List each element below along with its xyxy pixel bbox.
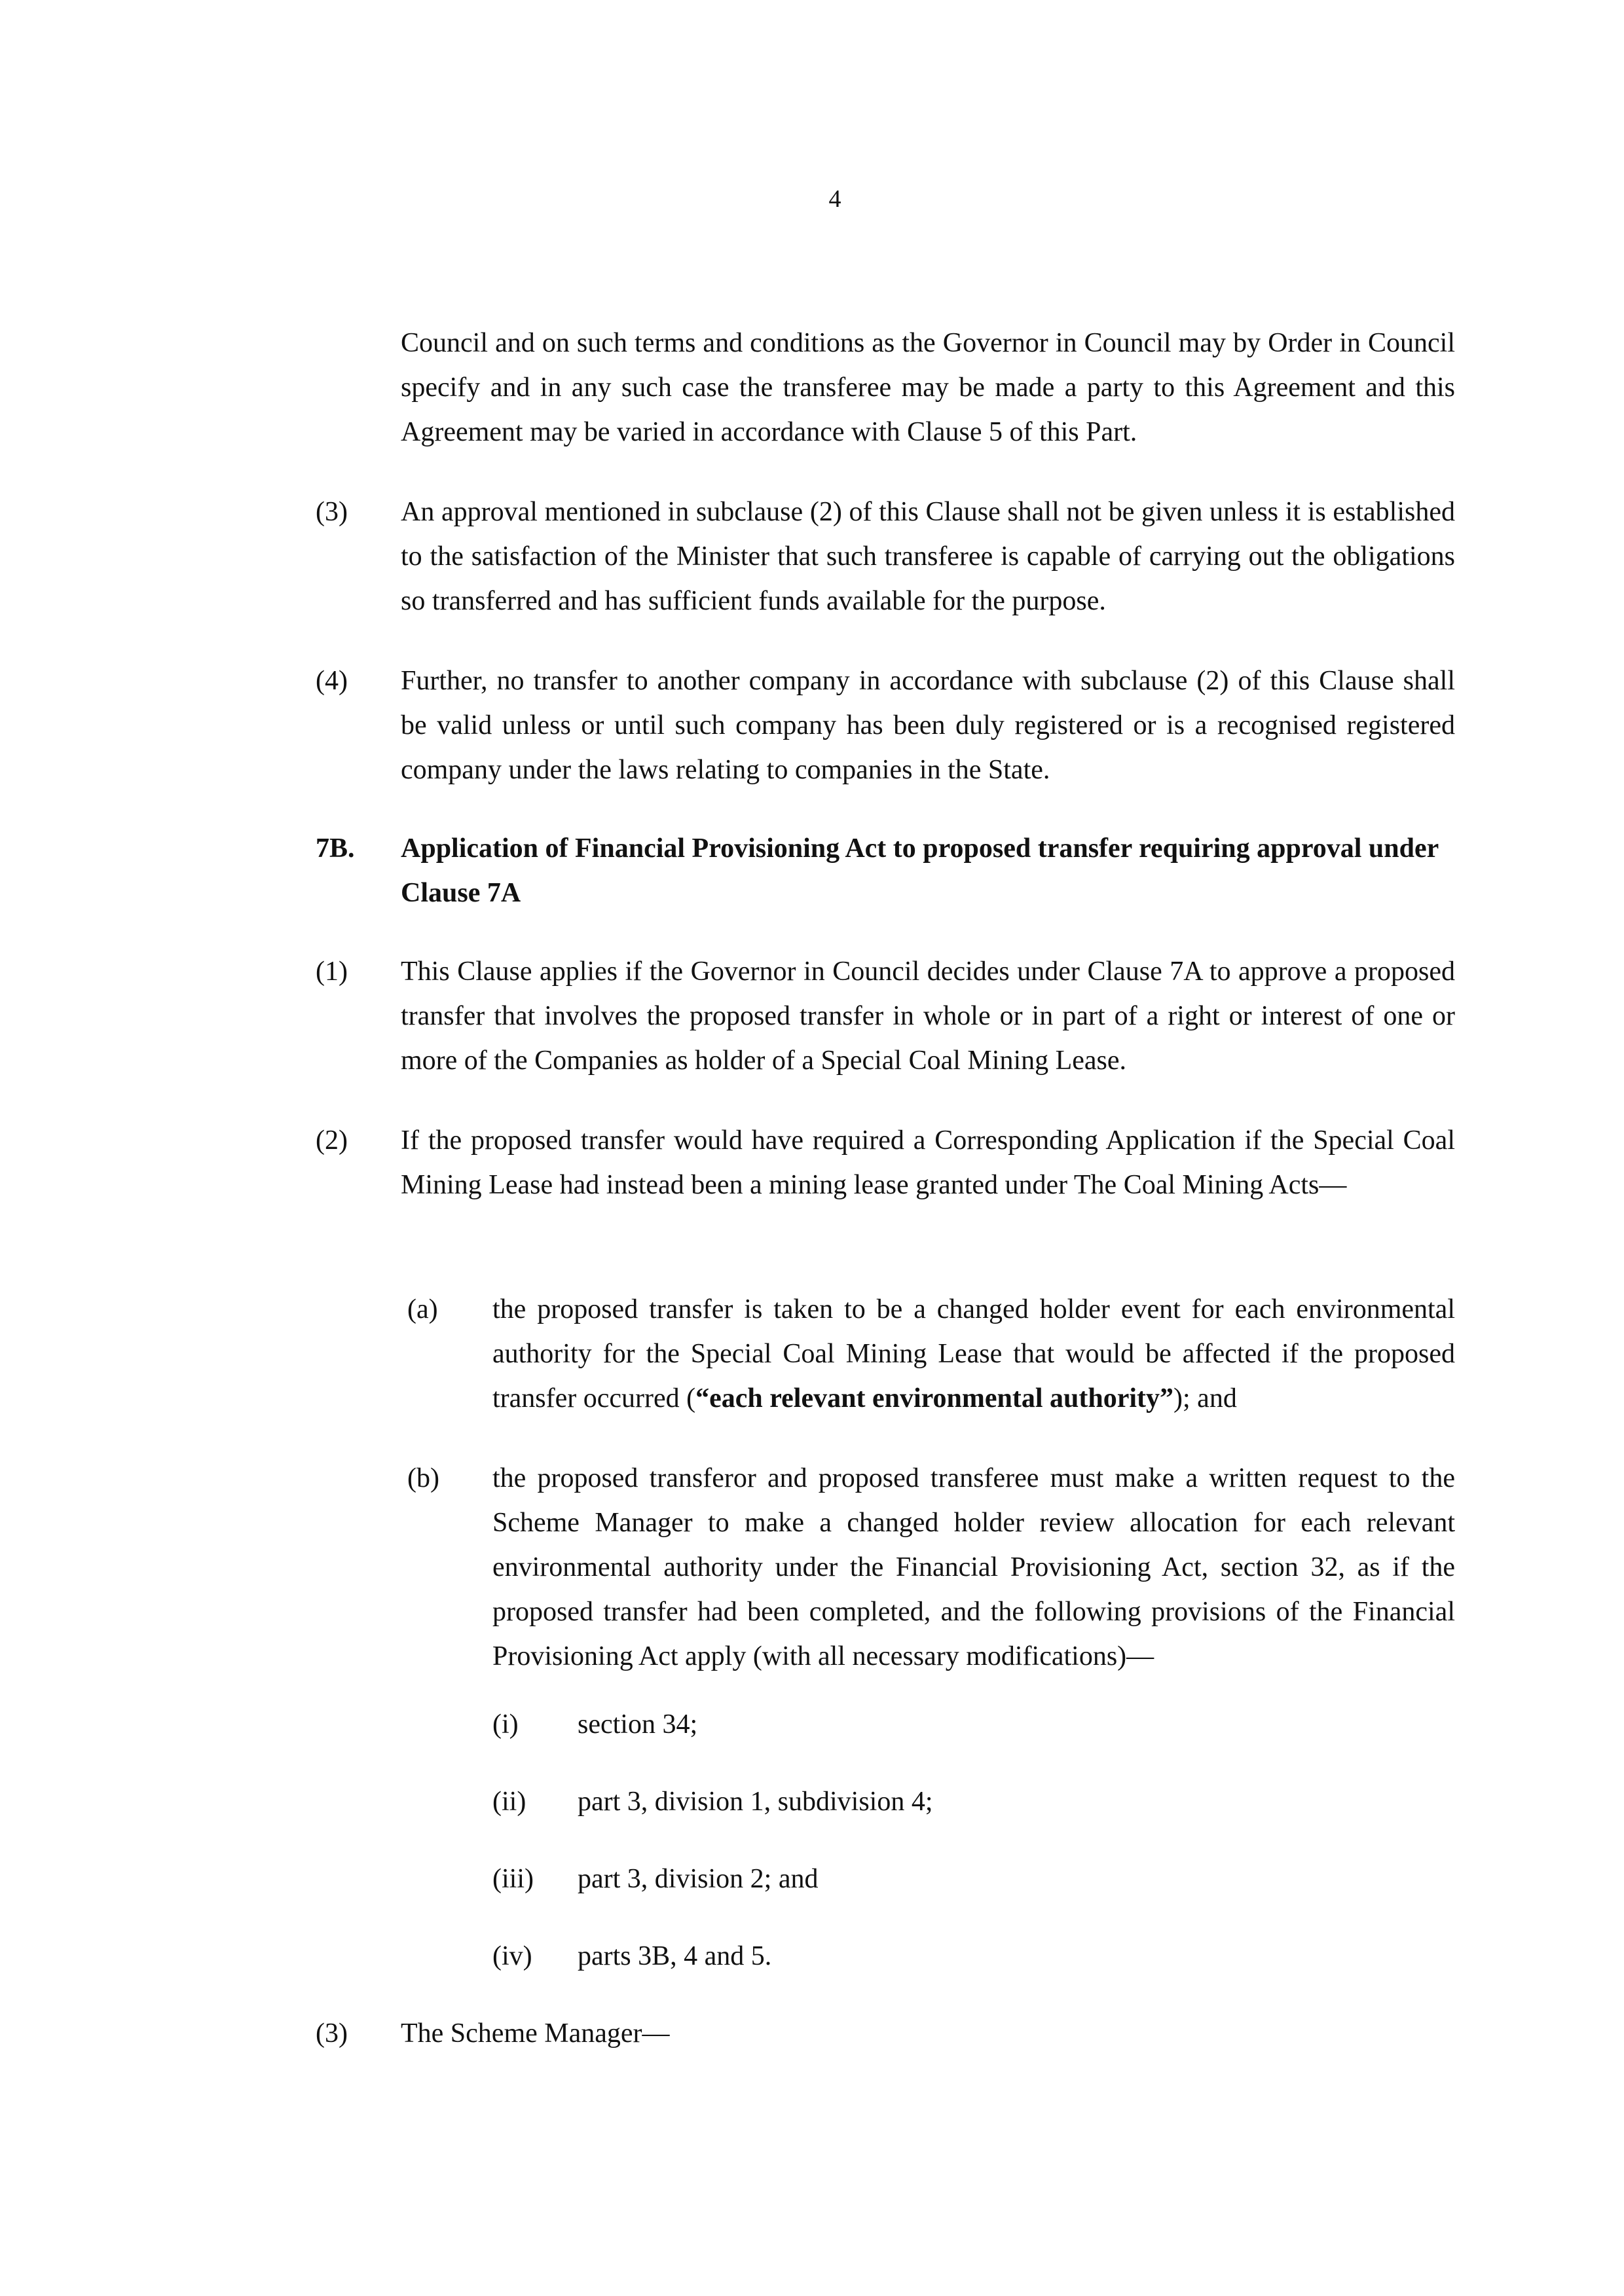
para-b-text: the proposed transferor and proposed transferee must make a written request to the Scheme Manager to make a changed holder review allocation for each relevant environmental authority under the Financial Provisioning Act, section 32, as if the proposed transfer had been completed, and the following provisions of the Financial Provisioning Act apply (with all necessary modifications)—: [492, 1463, 1455, 1671]
para-a-text-before: the proposed transfer is taken to be a changed holder event for each environmental authority for the Special Coal Mining Lease that would be affected if the proposed transfer occurred (: [492, 1294, 1455, 1413]
item-i-text: section 34;: [578, 1709, 698, 1740]
clause-7b-sub1-text: This Clause applies if the Governor in Council decides under Clause 7A to approve a proposed transfer that involves the proposed transfer in whole or in part of a right or interest of one or more of the Companies as holder of a Special Coal Mining Lease.: [401, 957, 1455, 1076]
para-a-text: [492, 1287, 1455, 1421]
subclause-4-text: Further, no transfer to another company in accordance with subclause (2) of this Clause shall be valid unless or until such company has been duly registered or is a recognised registered company under the laws relating to companies in the State.: [401, 666, 1455, 785]
subclause-4-number: (4): [316, 666, 348, 696]
item-iv-number: (iv): [492, 1941, 532, 1971]
para-a-text-after: ); and: [1173, 1383, 1237, 1413]
item-ii-number: (ii): [492, 1787, 526, 1817]
continuation-paragraph: Council and on such terms and conditions as the Governor in Council may by Order in Council specify and in any such case the transferee may be made a party to this Agreement and this Agreement may be varied in accordance with Clause 5 of this Part.: [401, 328, 1455, 447]
defined-term: “each relevant environmental authority”: [695, 1383, 1174, 1413]
item-iii-number: (iii): [492, 1864, 534, 1894]
item-ii-text: part 3, division 1, subdivision 4;: [578, 1787, 933, 1817]
clause-7b-number: 7B.: [316, 833, 355, 864]
para-a-number: (a): [407, 1294, 438, 1324]
item-i-number: (i): [492, 1709, 519, 1740]
subclause-3-text: An approval mentioned in subclause (2) of this Clause shall not be given unless it is established to the satisfaction of the Minister that such transferee is capable of carrying out the obligations so transferred and has sufficient funds available for the purpose.: [401, 497, 1455, 616]
subclause-3-number: (3): [316, 497, 348, 527]
clause-7b-sub3-text: The Scheme Manager—: [401, 2018, 670, 2049]
page-number: 4: [828, 185, 841, 213]
clause-7b-heading: Application of Financial Provisioning Act to proposed transfer requiring approval under Clause 7A: [401, 833, 1439, 908]
clause-7b-sub1-number: (1): [316, 957, 348, 987]
clause-7b-sub3-number: (3): [316, 2018, 348, 2049]
clause-7b-sub2-number: (2): [316, 1125, 348, 1156]
clause-7b-sub2-text: If the proposed transfer would have required a Corresponding Application if the Special Coal Mining Lease had instead been a mining lease granted under The Coal Mining Acts—: [401, 1125, 1455, 1200]
item-iii-text: part 3, division 2; and: [578, 1864, 819, 1894]
item-iv-text: parts 3B, 4 and 5.: [578, 1941, 772, 1971]
para-b-number: (b): [407, 1463, 439, 1493]
